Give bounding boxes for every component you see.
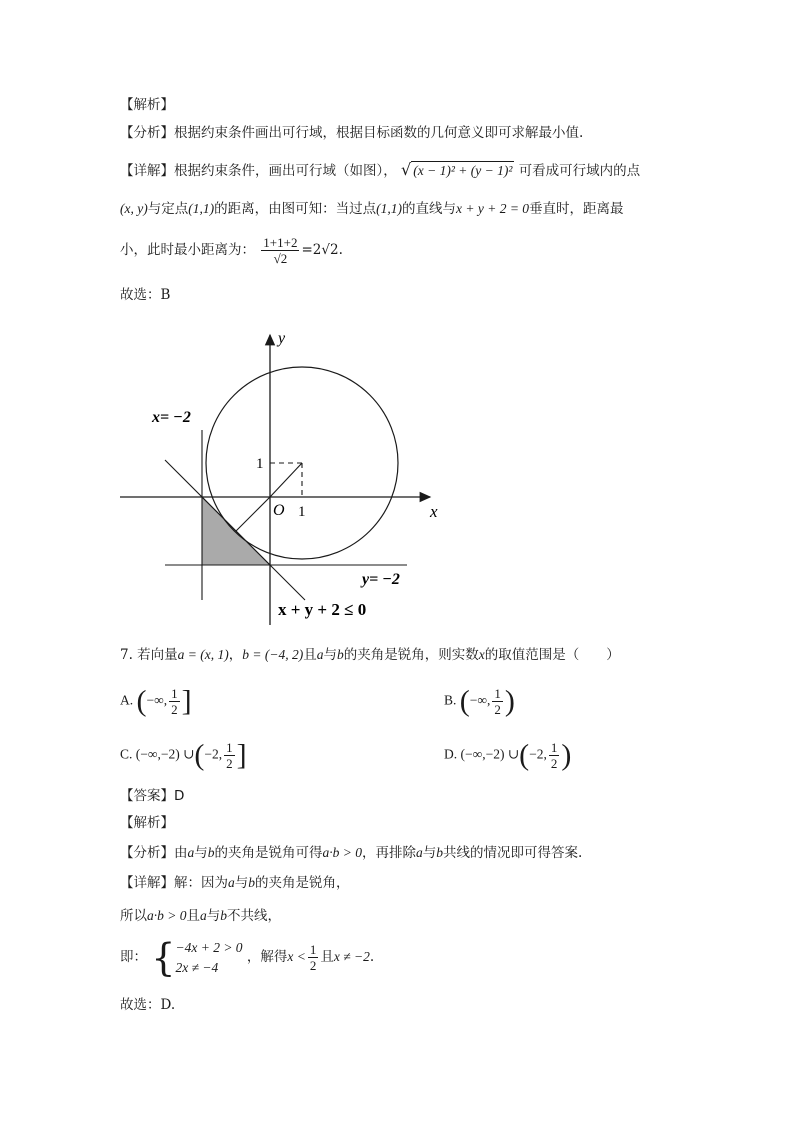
stem-a: 7. 若向量 [120, 647, 178, 663]
sys-line-1: −4x + 2 > 0 [175, 939, 243, 955]
fenxi-tag: 【分析】 [120, 125, 174, 141]
text-2d: 的直线与 [401, 201, 456, 217]
half-num: 1 [309, 942, 317, 957]
frac-num: 1+1+2 [263, 235, 298, 250]
option-a[interactable]: A. (−∞, $\frac{1}{2}$ ] [120, 684, 192, 718]
sys-line-2: 2x ≠ −4 [175, 959, 219, 975]
label-one-x: 1 [298, 504, 306, 520]
q7-fenxi-j: b [436, 845, 443, 860]
half-num: 1 [494, 686, 501, 701]
perpendicular-line [236, 497, 270, 531]
xj1-a: 解：因为 [174, 875, 228, 891]
option-a-label: A. [120, 692, 134, 708]
q7-fenxi-b: a [187, 845, 195, 860]
q7-fenxi-tag: 【分析】 [120, 845, 174, 861]
xj2-c: 且 [186, 908, 200, 924]
feasible-region-figure [110, 325, 450, 625]
xiangjie-tag: 【详解】 [120, 163, 174, 179]
q6-fenxi-line [120, 123, 583, 143]
xj2-b: a·b > 0 [147, 908, 187, 923]
q7-jiexi-heading: 【解析】 [120, 815, 174, 831]
xj1-d: b [248, 875, 255, 890]
frac-result: =2√2 [301, 242, 339, 258]
xj3-e: x ≠ −2 [333, 949, 370, 964]
fixed-point-2: (1,1) [376, 201, 402, 216]
half-den: 2 [171, 702, 178, 717]
fenxi-text: 根据约束条件画出可行域，根据目标函数的几何意义即可求解最小值. [174, 125, 584, 141]
option-a-text: −∞, [146, 692, 168, 708]
fixed-point: (1,1) [188, 201, 215, 216]
half-den: 2 [226, 756, 233, 771]
xj3-d: 且 [320, 949, 334, 965]
half-num: 1 [171, 686, 178, 701]
q7-fenxi-line [120, 843, 582, 863]
inequality-system [175, 938, 242, 978]
xj3-a: 即： [120, 949, 147, 965]
stem-f: 的夹角是锐角，则实数 [343, 647, 479, 663]
option-c-label: C. [120, 746, 133, 762]
stem-b: 且 [303, 647, 317, 663]
option-d-text: −2, [529, 746, 547, 762]
option-c[interactable]: C. (−∞,−2) ∪(−2, $\frac{1}{2}$ ] [120, 738, 247, 772]
radius-segment [270, 463, 302, 497]
label-x: x [430, 502, 438, 521]
xj3-f: . [369, 949, 375, 965]
label-y: y [278, 330, 286, 347]
xj1-c: 与 [234, 875, 249, 891]
xj1-b: a [228, 875, 235, 890]
xiangjie-text-1: 根据约束条件，画出可行域（如图）， [174, 163, 397, 179]
distance-fraction [261, 235, 299, 266]
option-d-label: D. [444, 746, 458, 762]
option-b[interactable]: B. (−∞, $\frac{1}{2}$ ) [444, 684, 515, 718]
q7-fenxi-h: a [416, 845, 423, 860]
q7-fenxi-g: ，再排除 [362, 845, 416, 861]
xiangjie-text-1b: 可看成可行域内的点 [518, 163, 641, 179]
label-inequality: x + y + 2 ≤ 0 [278, 600, 367, 619]
q6-xiangjie-line1 [120, 160, 640, 181]
q7-xiangjie-line1 [120, 873, 350, 893]
q7-fenxi-f: a·b > 0 [322, 845, 362, 860]
stem-vec-b: b [336, 647, 344, 662]
xj2-g: 不共线， [227, 908, 281, 924]
q7-xiangjie-line3 [120, 935, 374, 979]
sqrt-expression: √ (x − 1)² + (y − 1)² [401, 160, 513, 179]
label-y-eq-neg2: y= −2 [362, 571, 400, 588]
q6-answer: 故选：B [120, 287, 171, 303]
q7-fenxi-e: 的夹角是锐角可得 [214, 845, 323, 861]
line-x-plus-y-plus-2 [165, 460, 305, 600]
label-x-eq-neg2: x= −2 [152, 409, 191, 426]
xj2-e: 与 [206, 908, 221, 924]
system-brace: { [151, 935, 176, 980]
q7-fenxi-k: 共线的情况即可得答案. [443, 845, 583, 861]
option-c-text: −2, [204, 746, 223, 762]
q7-fenxi-a: 由 [174, 845, 188, 861]
half-num: 1 [226, 740, 233, 755]
stem-vec-a: a [316, 647, 324, 662]
xj2-d: a [200, 908, 207, 923]
vector-a-def: a = (x, 1) [177, 647, 229, 662]
xj1-e: 的夹角是锐角， [255, 875, 350, 891]
xj3-b: ，解得 [246, 949, 288, 965]
option-b-text: −∞, [469, 692, 491, 708]
q7-xiangjie-line2 [120, 906, 281, 926]
xj3-c: x < [287, 949, 306, 964]
label-origin: O [273, 502, 285, 519]
half-num: 1 [550, 740, 558, 755]
line-equation: x + y + 2 = 0 [455, 201, 530, 216]
option-b-label: B. [444, 692, 457, 708]
text-2c: 的距离，由图可知：当过点 [214, 201, 377, 217]
frac-den: √2 [273, 251, 288, 266]
half-den: 2 [494, 702, 501, 717]
q7-guxuan: 故选：D. [120, 997, 176, 1013]
q7-answer-key: 【答案】D [120, 788, 185, 804]
point-xy: (x, y) [120, 201, 148, 216]
q7-xiangjie-tag: 【详解】 [120, 875, 174, 891]
stem-g: 的取值范围是（ ） [484, 647, 620, 663]
text-3a: 小，此时最小距离为： [120, 242, 255, 258]
text-2b: 与定点 [147, 201, 189, 217]
half-den: 2 [550, 756, 558, 771]
q7-fenxi-i: 与 [422, 845, 437, 861]
xj2-a: 所以 [120, 908, 147, 924]
option-d[interactable]: D. (−∞,−2) ∪(−2, $\frac{1}{2}$ ) [444, 738, 572, 772]
half-den: 2 [309, 958, 317, 973]
option-d-pre: (−∞,−2) ∪ [460, 746, 520, 762]
vector-b-def: b = (−4, 2) [242, 647, 304, 662]
label-one-y: 1 [256, 456, 264, 472]
stem-d: 与 [323, 647, 337, 663]
q6-xiangjie-line3: 小，此时最小距离为： $\frac{1+1+2}{√2}$ =2√2. [120, 235, 343, 266]
option-c-pre: (−∞,−2) ∪ [135, 746, 195, 762]
stem-sep: ， [228, 647, 243, 663]
q7-stem [120, 645, 620, 665]
q7-fenxi-c: 与 [194, 845, 208, 861]
q7-fenxi-d: b [207, 845, 215, 860]
text-2e: 垂直时，距离最 [529, 201, 624, 217]
q6-jiexi-heading: 【解析】 [120, 97, 174, 113]
stem-x: x [478, 647, 485, 662]
xj2-f: b [220, 908, 227, 923]
q6-xiangjie-line2 [120, 199, 624, 219]
